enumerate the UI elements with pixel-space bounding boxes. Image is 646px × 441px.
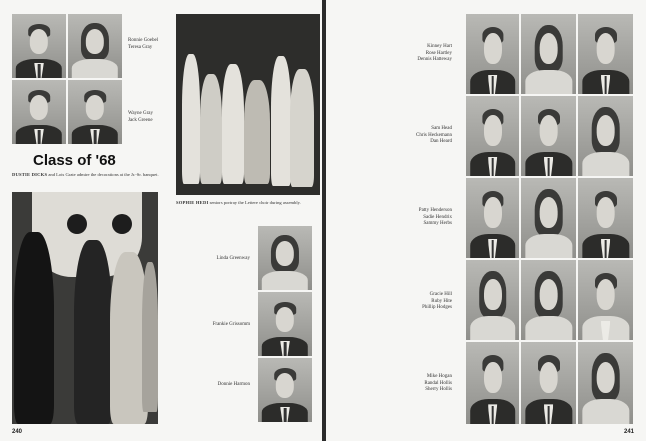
portrait-photo — [12, 80, 66, 144]
portrait-name: Frankie Grissomm — [212, 322, 250, 327]
page-number: 240 — [12, 429, 23, 435]
portrait-photo — [466, 14, 519, 94]
portrait-photo — [578, 178, 633, 258]
portrait-photo — [466, 178, 519, 258]
portrait-name: Donnie Harmon — [217, 382, 250, 387]
portrait-photo — [578, 14, 633, 94]
portrait-photo — [68, 80, 122, 144]
portrait-photo — [466, 342, 519, 424]
portrait-photo — [521, 14, 576, 94]
portrait-photo — [466, 96, 519, 176]
portrait-photo — [578, 96, 633, 176]
left-page — [0, 0, 322, 441]
portrait-photo — [12, 14, 66, 78]
portrait-names: Ronnie Goebel Teresa Gray — [128, 38, 159, 50]
caption-banquet: DUSTIE DICKS and Lois Grate admire the decorations at the Jr.-Sr. banquet. — [12, 172, 159, 177]
portrait-photo — [521, 96, 576, 176]
banquet-photo — [12, 192, 158, 424]
portrait-photo — [68, 14, 122, 78]
page-number: 241 — [623, 429, 634, 435]
portrait-photo — [521, 178, 576, 258]
row-names: Kinney Hart Rose Hartley Dennis Hatteway — [417, 44, 452, 62]
portrait-photo — [466, 260, 519, 340]
row-names: Mike Hogan Randal Hollis Sherry Hollis — [424, 374, 452, 392]
portrait-photo — [521, 342, 576, 424]
row-names: Patty Henderson Sadie Hendrix Sammy Herbs — [418, 208, 452, 226]
portrait-photo — [578, 342, 633, 424]
portrait-photo — [521, 260, 576, 340]
row-names: Sam Head Chris Heckemann Dan Heard — [416, 126, 452, 144]
caption-choir: SOPHIE HEDI seniors portray the Lettere choir during assembly. — [176, 200, 301, 205]
portrait-photo — [258, 292, 312, 356]
choir-photo — [176, 14, 320, 195]
class-title: Class of '68 — [33, 152, 116, 169]
row-names: Gracie Hill Ruby Hite Phillip Hodges — [422, 292, 452, 310]
portrait-photo — [578, 260, 633, 340]
portrait-photo — [258, 358, 312, 422]
portrait-name: Linda Greenway — [216, 256, 250, 261]
portrait-photo — [258, 226, 312, 290]
right-page — [326, 0, 646, 441]
portrait-names: Wayne Gray Jack Greene — [128, 111, 154, 123]
